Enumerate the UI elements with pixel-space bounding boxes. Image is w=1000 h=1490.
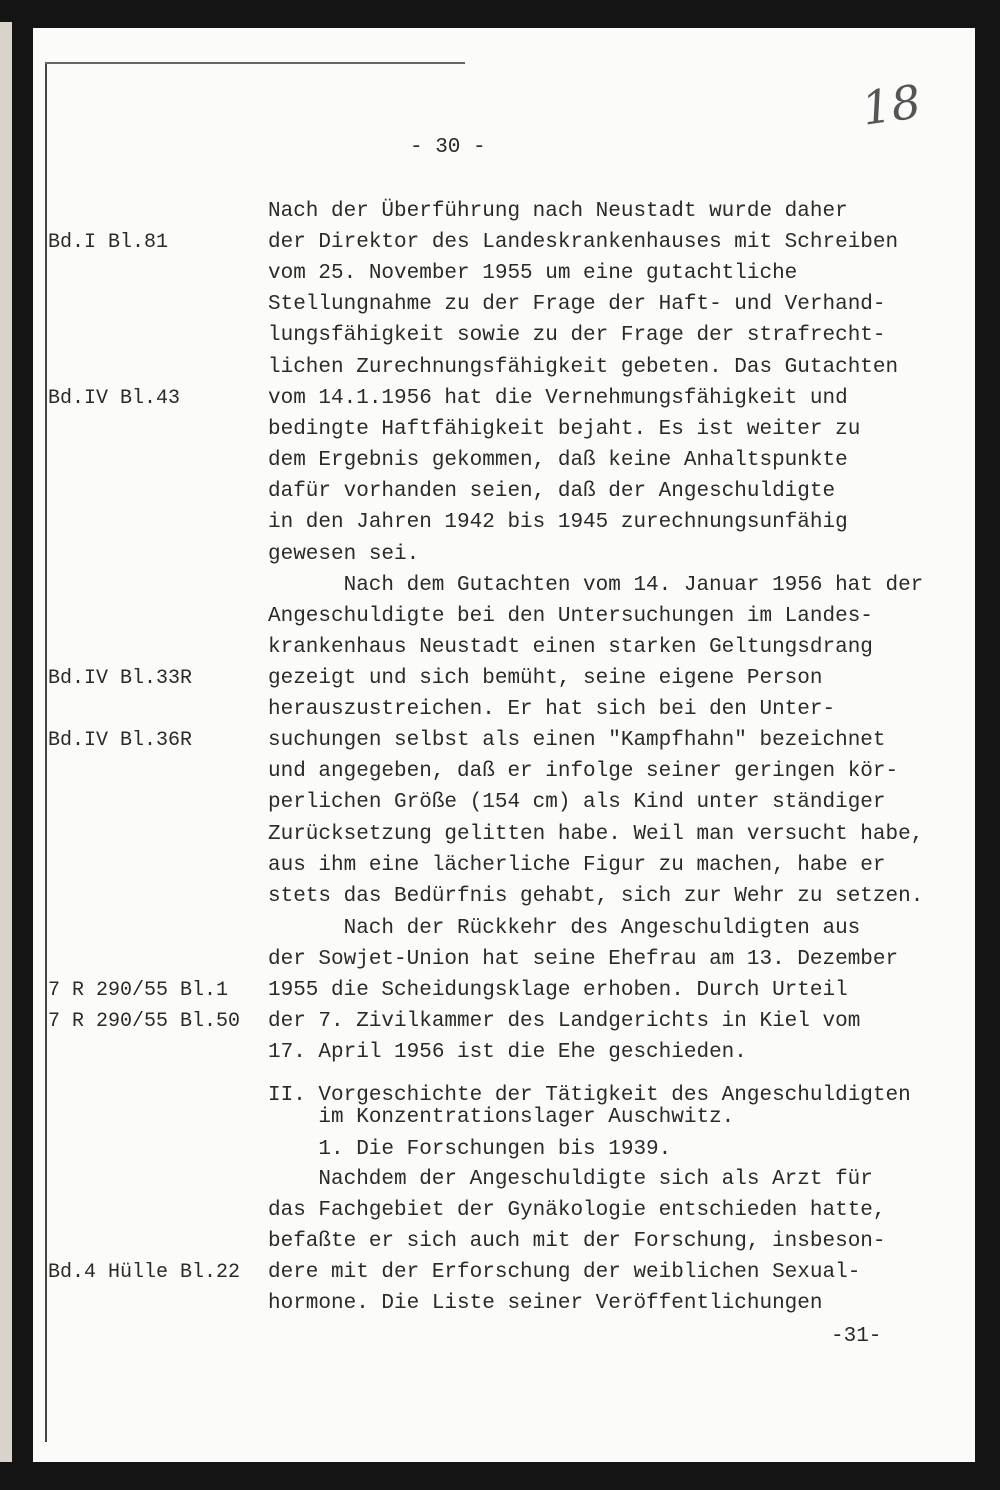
next-page-marker: -31-	[831, 1325, 882, 1348]
text-line: Nach der Überführung nach Neustadt wurde daher	[268, 200, 848, 223]
text-line: der Sowjet-Union hat seine Ehefrau am 13. Dezember	[268, 948, 899, 971]
margin-reference: 7 R 290/55 Bl.50	[48, 1010, 241, 1033]
text-line: vom 14.1.1956 hat die Vernehmungsfähigkeit und	[268, 387, 848, 410]
text-line: dafür vorhanden seien, daß der Angeschuldigte	[268, 480, 836, 503]
text-line: dem Ergebnis gekommen, daß keine Anhaltspunkte	[268, 449, 848, 472]
text-line: II. Vorgeschichte der Tätigkeit des Angeschuldigten	[268, 1084, 911, 1107]
text-line: krankenhaus Neustadt einen starken Geltungsdrang	[268, 636, 873, 659]
text-line: dere mit der Erforschung der weiblichen Sexual-	[268, 1261, 861, 1284]
text-line: herauszustreichen. Er hat sich bei den Unter-	[268, 698, 836, 721]
text-line: bedingte Haftfähigkeit bejaht. Es ist weiter zu	[268, 418, 861, 441]
text-line: 17. April 1956 ist die Ehe geschieden.	[268, 1041, 747, 1064]
text-line: aus ihm eine lächerliche Figur zu machen, habe er	[268, 854, 886, 877]
text-line: Nach dem Gutachten vom 14. Januar 1956 hat der	[343, 574, 924, 597]
handwritten-folio: 18	[858, 74, 925, 136]
text-line: der Direktor des Landeskrankenhauses mit Schreiben	[268, 231, 899, 254]
text-line: Angeschuldigte bei den Untersuchungen im Landes-	[268, 605, 873, 628]
text-line: Nach der Rückkehr des Angeschuldigten aus	[343, 917, 861, 940]
text-line: perlichen Größe (154 cm) als Kind unter ständiger	[268, 791, 886, 814]
top-rule	[45, 62, 465, 64]
text-line: 1. Die Forschungen bis 1939.	[318, 1138, 672, 1161]
margin-reference: Bd.4 Hülle Bl.22	[48, 1261, 241, 1284]
margin-reference: Bd.IV Bl.33R	[48, 667, 193, 690]
text-line: suchungen selbst als einen "Kampfhahn" bezeichnet	[268, 729, 886, 752]
text-line: das Fachgebiet der Gynäkologie entschieden hatte,	[268, 1199, 886, 1222]
margin-rule	[45, 62, 47, 1442]
text-line: gewesen sei.	[268, 543, 420, 566]
text-line: lungsfähigkeit sowie zu der Frage der strafrecht-	[268, 324, 886, 347]
text-line: gezeigt und sich bemüht, seine eigene Person	[268, 667, 823, 690]
text-line: der 7. Zivilkammer des Landgerichts in Kiel vom	[268, 1010, 861, 1033]
text-line: Nachdem der Angeschuldigte sich als Arzt für	[318, 1168, 873, 1191]
text-line: im Konzentrationslager Auschwitz.	[268, 1106, 735, 1129]
text-line: in den Jahren 1942 bis 1945 zurechnungsunfähig	[268, 511, 848, 534]
margin-reference: Bd.IV Bl.43	[48, 387, 181, 410]
margin-reference: Bd.IV Bl.36R	[48, 729, 193, 752]
text-line: hormone. Die Liste seiner Veröffentlichungen	[268, 1292, 823, 1315]
text-line: vom 25. November 1955 um eine gutachtliche	[268, 262, 798, 285]
text-line: Stellungnahme zu der Frage der Haft- und Verhand-	[268, 293, 886, 316]
text-line: und angegeben, daß er infolge seiner geringen kör-	[268, 760, 899, 783]
text-line: stets das Bedürfnis gehabt, sich zur Wehr zu setzen.	[268, 885, 924, 908]
margin-reference: Bd.I Bl.81	[48, 231, 169, 254]
text-line: Zurücksetzung gelitten habe. Weil man versucht habe,	[268, 823, 924, 846]
page-edge	[0, 22, 12, 1462]
text-line: befaßte er sich auch mit der Forschung, insbeson-	[268, 1230, 886, 1253]
page-number: - 30 -	[410, 136, 486, 159]
margin-reference: 7 R 290/55 Bl.1	[48, 979, 229, 1002]
text-line: 1955 die Scheidungsklage erhoben. Durch Urteil	[268, 979, 848, 1002]
text-line: lichen Zurechnungsfähigkeit gebeten. Das Gutachten	[268, 356, 899, 379]
